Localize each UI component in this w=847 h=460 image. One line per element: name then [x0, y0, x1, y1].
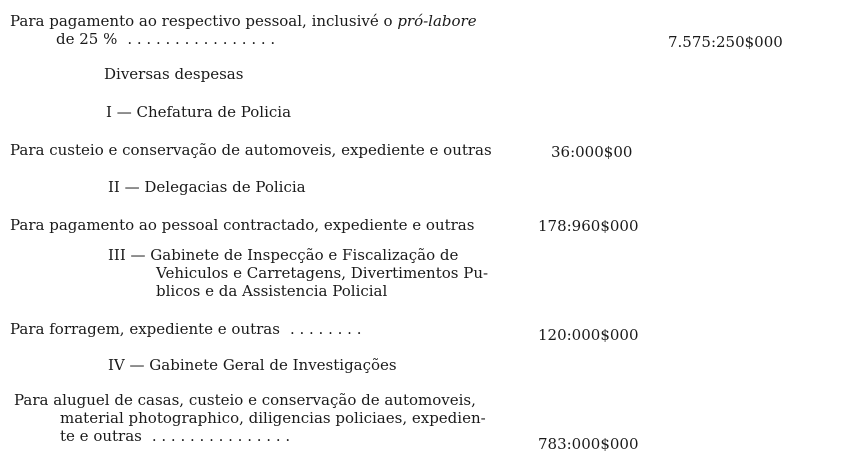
- heading-gabinete-investigacoes: IV — Gabinete Geral de Investigações: [108, 356, 397, 374]
- heading-gabinete-inspeccao-line2: Vehiculos e Carretagens, Divertimentos Pu-: [156, 264, 489, 282]
- amount-custeio: 36:000$00: [551, 143, 633, 161]
- entry-pessoal-text: Para pagamento ao respectivo pessoal, inclusivé o: [10, 12, 398, 30]
- heading-diversas-despesas: Diversas despesas: [104, 65, 244, 83]
- entry-aluguel-line2: material photographico, diligencias policiaes, expedien-: [60, 409, 486, 427]
- entry-contractado: Para pagamento ao pessoal contractado, expediente e outras: [10, 216, 475, 234]
- leader-dots: . . . . . . . . . . . . . . . .: [127, 30, 276, 48]
- amount-contractado: 178:960$000: [538, 217, 639, 235]
- entry-pessoal-percent: de 25 %: [56, 30, 118, 48]
- amount-aluguel: 783:000$000: [538, 435, 639, 453]
- entry-pessoal-italic: pró-labore: [397, 12, 477, 30]
- heading-gabinete-inspeccao-line3: blicos e da Assistencia Policial: [156, 282, 388, 300]
- heading-gabinete-inspeccao-line1: III — Gabinete de Inspecção e Fiscalização de: [108, 246, 459, 264]
- entry-pessoal-line1: [10, 12, 477, 30]
- heading-chefatura: I — Chefatura de Policia: [106, 103, 292, 121]
- leader-dots: . . . . . . . . . . . . . . .: [151, 427, 291, 445]
- entry-forragem: [10, 320, 361, 338]
- entry-forragem-text: Para forragem, expediente e outras: [10, 320, 280, 338]
- entry-custeio: Para custeio e conservação de automoveis, expediente e outras: [10, 141, 492, 159]
- entry-pessoal-line2: [56, 30, 275, 48]
- entry-aluguel-text: te e outras: [60, 427, 142, 445]
- amount-forragem: 120:000$000: [538, 326, 639, 344]
- leader-dots: . . . . . . . .: [289, 320, 362, 338]
- amount-pessoal: 7.575:250$000: [668, 33, 783, 51]
- entry-aluguel-line1: Para aluguel de casas, custeio e conservação de automoveis,: [14, 391, 476, 409]
- entry-aluguel-line3: [60, 427, 290, 445]
- heading-delegacias: II — Delegacias de Policia: [108, 178, 306, 196]
